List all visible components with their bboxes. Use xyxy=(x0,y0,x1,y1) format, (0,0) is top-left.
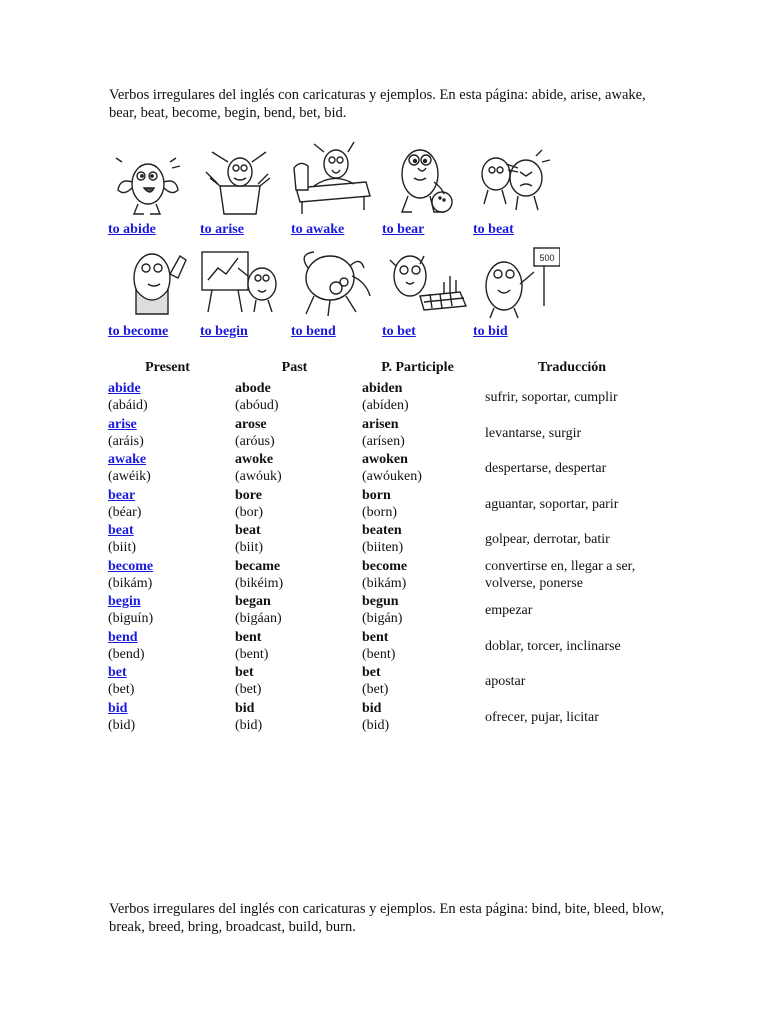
link-to-bid[interactable]: to bid xyxy=(473,324,508,339)
pronunciation: (bend) xyxy=(108,646,145,662)
pronunciation: (bent) xyxy=(362,646,396,662)
link-to-become[interactable]: to become xyxy=(108,324,169,339)
verb-cell-present xyxy=(104,558,231,594)
verb-cell-past xyxy=(231,451,358,487)
pronunciation: (biit) xyxy=(235,540,263,555)
verb-cell-present xyxy=(104,664,231,700)
awake-cartoon-image[interactable] xyxy=(290,140,376,220)
table-row xyxy=(104,522,667,558)
verb-cell-pp xyxy=(358,522,477,558)
verb-cell-pp xyxy=(358,451,477,487)
link-to-bear[interactable]: to bear xyxy=(382,222,425,237)
verb-cell-past xyxy=(231,593,358,629)
verb-cell-present xyxy=(104,700,231,736)
pronunciation: (bet) xyxy=(362,682,389,697)
verb-form-pp: awoken xyxy=(362,452,408,467)
pronunciation: (aróus) xyxy=(235,433,275,449)
verb-link-beat[interactable]: beat xyxy=(108,523,134,538)
verb-link-abide[interactable]: abide xyxy=(108,381,141,396)
pronunciation: (biguín) xyxy=(108,611,154,626)
bear-cartoon-image[interactable] xyxy=(384,138,466,220)
pronunciation: (bid) xyxy=(108,717,136,733)
verb-cell-present xyxy=(104,593,231,629)
header-present: Present xyxy=(145,360,190,375)
intro-paragraph-next-page: Verbos irregulares del inglés con caricaturas y ejemplos. En esta página: bind, bite, bleed, blow, break, breed, bring, broadcast, build, burn. xyxy=(109,901,665,935)
bet-cartoon-image[interactable] xyxy=(384,246,470,318)
pronunciation: (béar) xyxy=(108,504,142,520)
verb-form-pp: beaten xyxy=(362,523,402,538)
verb-cell-pp xyxy=(358,558,477,594)
table-row xyxy=(104,664,667,700)
pronunciation: (bent) xyxy=(235,646,269,662)
pronunciation: (bikéim) xyxy=(235,575,284,591)
table-row xyxy=(104,380,667,416)
verb-form-past: abode xyxy=(235,381,271,396)
pronunciation: (bet) xyxy=(108,682,135,697)
table-row xyxy=(104,558,667,594)
table-row xyxy=(104,487,667,523)
table-body xyxy=(104,380,667,735)
verb-form-pp: bent xyxy=(362,629,389,645)
translation-cell: ofrecer, pujar, licitar xyxy=(485,709,599,725)
pronunciation: (bikám) xyxy=(108,575,153,591)
header-past-participle: P. Participle xyxy=(381,360,454,375)
pronunciation: (aráis) xyxy=(108,433,144,449)
translation-cell: despertarse, despertar xyxy=(485,461,607,477)
verb-cell-past xyxy=(231,700,358,736)
verb-cell-present xyxy=(104,629,231,665)
table-row xyxy=(104,700,667,736)
pronunciation: (bet) xyxy=(235,682,262,697)
translation-cell: golpear, derrotar, batir xyxy=(485,532,610,548)
verb-form-past: bore xyxy=(235,487,262,503)
link-to-beat[interactable]: to beat xyxy=(473,222,514,237)
verb-cell-pp xyxy=(358,487,477,523)
verb-cell-past xyxy=(231,629,358,665)
verb-form-pp: born xyxy=(362,487,391,503)
pronunciation: (biit) xyxy=(108,540,136,555)
pronunciation: (bikám) xyxy=(362,575,407,591)
verb-form-pp: arisen xyxy=(362,416,399,432)
pronunciation: (awéik) xyxy=(108,469,151,484)
link-to-awake[interactable]: to awake xyxy=(291,222,345,237)
verb-form-past: bet xyxy=(235,665,254,680)
table-row xyxy=(104,629,667,665)
header-traduccion: Traducción xyxy=(537,360,607,375)
abide-cartoon-image[interactable] xyxy=(108,148,188,220)
verb-form-past: became xyxy=(235,558,281,574)
verb-link-become[interactable]: become xyxy=(108,558,154,574)
verb-link-begin[interactable]: begin xyxy=(108,594,141,609)
verb-link-bid[interactable]: bid xyxy=(108,700,128,716)
link-to-bet[interactable]: to bet xyxy=(382,324,416,339)
verb-form-pp: bet xyxy=(362,665,381,680)
arise-cartoon-image[interactable] xyxy=(198,144,278,220)
verb-cell-present xyxy=(104,487,231,523)
verb-cell-pp xyxy=(358,664,477,700)
verb-cell-past xyxy=(231,664,358,700)
verb-cell-past xyxy=(231,522,358,558)
verb-link-arise[interactable]: arise xyxy=(108,416,137,432)
bid-cartoon-image[interactable] xyxy=(474,246,560,320)
verb-form-pp: bid xyxy=(362,700,382,716)
pronunciation: (arísen) xyxy=(362,433,405,449)
verb-link-awake[interactable]: awake xyxy=(108,452,147,467)
irregular-verbs-table xyxy=(104,358,667,735)
become-cartoon-image[interactable] xyxy=(118,244,194,320)
translation-cell: aguantar, soportar, parir xyxy=(485,496,619,512)
pronunciation: (bigáan) xyxy=(235,611,282,626)
translation-cell: levantarse, surgir xyxy=(485,425,582,441)
link-to-abide[interactable]: to abide xyxy=(108,222,156,237)
verb-form-past: beat xyxy=(235,523,261,538)
verb-cell-present xyxy=(104,380,231,416)
verb-cell-present xyxy=(104,522,231,558)
pronunciation: (bigán) xyxy=(362,611,403,626)
link-to-begin[interactable]: to begin xyxy=(200,324,248,339)
bend-cartoon-image[interactable] xyxy=(290,246,376,318)
pronunciation: (biiten) xyxy=(362,540,404,555)
table-row xyxy=(104,451,667,487)
table-row xyxy=(104,416,667,452)
verb-form-past: began xyxy=(235,594,271,609)
table-row xyxy=(104,593,667,629)
verb-cell-pp xyxy=(358,416,477,452)
pronunciation: (bor) xyxy=(235,504,263,520)
verb-cell-pp xyxy=(358,629,477,665)
translation-cell: apostar xyxy=(485,674,526,690)
verb-form-past: arose xyxy=(235,416,267,432)
beat-cartoon-image[interactable] xyxy=(472,140,552,216)
header-past: Past xyxy=(281,360,308,375)
verb-link-bear[interactable]: bear xyxy=(108,487,136,503)
verb-cell-pp xyxy=(358,700,477,736)
pronunciation: (abáid) xyxy=(108,398,148,413)
verb-cell-pp xyxy=(358,380,477,416)
verb-cell-past xyxy=(231,416,358,452)
link-to-arise[interactable]: to arise xyxy=(200,222,244,237)
verb-link-bend[interactable]: bend xyxy=(108,629,138,645)
begin-cartoon-image[interactable] xyxy=(198,246,284,316)
intro-paragraph: Verbos irregulares del inglés con caricaturas y ejemplos. En esta página: abide, arise, awake, bear, beat, become, begin, bend, bet, bid. xyxy=(109,87,646,121)
verb-cell-present xyxy=(104,451,231,487)
verb-form-pp: begun xyxy=(362,594,399,609)
verb-form-pp: become xyxy=(362,558,408,574)
verb-cell-past xyxy=(231,487,358,523)
verb-cell-present xyxy=(104,416,231,452)
pronunciation: (bid) xyxy=(362,717,390,733)
pronunciation: (abóud) xyxy=(235,398,279,413)
translation-cell: sufrir, soportar, cumplir xyxy=(485,390,618,406)
verb-form-past: bent xyxy=(235,629,262,645)
verb-cell-past xyxy=(231,558,358,594)
verb-form-past: awoke xyxy=(235,452,274,467)
pronunciation: (awóuken) xyxy=(362,469,422,484)
pronunciation: (bid) xyxy=(235,717,263,733)
verb-cell-pp xyxy=(358,593,477,629)
translation-cell: convertirse en, llegar a ser, volverse, ponerse xyxy=(485,559,636,592)
verb-form-past: bid xyxy=(235,700,255,716)
verb-form-pp: abiden xyxy=(362,381,403,396)
pronunciation: (born) xyxy=(362,504,397,520)
table-header-row xyxy=(104,358,667,380)
sign-500-text: 500 xyxy=(539,253,555,263)
translation-cell: doblar, torcer, inclinarse xyxy=(485,638,621,654)
verb-cell-past xyxy=(231,380,358,416)
translation-cell: empezar xyxy=(485,603,533,619)
pronunciation: (awóuk) xyxy=(235,469,282,484)
pronunciation: (abíden) xyxy=(362,398,409,413)
link-to-bend[interactable]: to bend xyxy=(291,324,336,339)
verb-link-bet[interactable]: bet xyxy=(108,665,127,680)
